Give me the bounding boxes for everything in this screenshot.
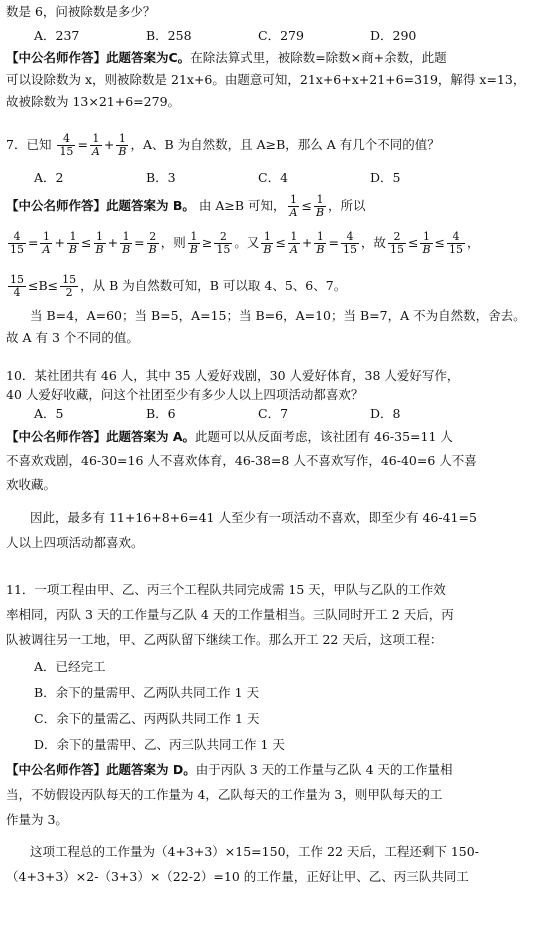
option-c: C．279 — [258, 28, 304, 43]
option-c: C．余下的量需乙、丙两队共同工作 1 天 — [34, 711, 260, 726]
question-10-stem: 10．某社团共有 46 人，其中 35 人爱好戏剧，30 人爱好体育，38 人爱好写作， — [6, 368, 460, 383]
answer-formula: $\frac{4}{15}$ = $\frac{1}{A}$ + $\frac{1}{B}$ ≤ $\frac{1}{B}$ + $\frac{1}{B}$ = $\frac{2}{B}$ ，则 $\frac{1}{B}$ ≥ $\frac{2}{15}$ 。又 $\frac{1}{B}$ ≤ $\frac{1}{A}$ + $\frac{1}{B}$ = $\frac{4}{15}$ ，故 $\frac{2}{15}$ ≤ $\frac{1}{B}$ ≤ $\frac{4}{15}$ ， — [10, 230, 480, 256]
option-b: B．余下的量需甲、乙两队共同工作 1 天 — [34, 685, 260, 700]
option-c: C．7 — [258, 406, 289, 421]
answer-line: 当 B=4，A=60；当 B=5，A=15；当 B=6，A=10；当 B=7，A 不为自然数，舍去。 — [30, 308, 526, 323]
answer-line — [6, 52, 544, 65]
question-stem: 数是 6，问被除数是多少？ — [6, 4, 156, 19]
stem-text: 7．已知 — [6, 137, 52, 152]
option-d: D．290 — [370, 28, 417, 43]
question-11-stem: 11．一项工程由甲、乙、丙三个工程队共同完成需 15 天，甲队与乙队的工作效 — [6, 582, 446, 597]
answer-line: 作量为 3。 — [6, 812, 68, 827]
option-d: D．余下的量需甲、乙、丙三队共同工作 1 天 — [34, 737, 285, 752]
options-row — [34, 30, 544, 43]
answer-line: 可以设除数为 x，则被除数是 21x+6。由题意可知，21x+6+x+21+6=319，解得 x=13， — [6, 72, 526, 87]
fraction: $\frac{1}{A}$ — [91, 132, 100, 158]
answer-line: （4+3+3）×2-（3+3）×（22-2）=10 的工作量，正好让甲、乙、丙三队共同工 — [6, 869, 469, 884]
answer-line: 【中公名师作答】此题答案为 D。由于丙队 3 天的工作量与乙队 4 天的工作量相 — [6, 762, 453, 777]
answer-tag: 【中公名师作答】此题答案为 D。 — [6, 762, 196, 777]
option-b: B．6 — [146, 406, 176, 421]
answer-formula: $\frac{15}{4}$ ≤B≤ $\frac{15}{2}$ ，从 B 为自然数可知，B 可以取 4、5、6、7。 — [10, 273, 347, 299]
answer-line: 不喜欢戏剧，46-30=16 人不喜欢体育，46-38=8 人不喜欢写作，46-40=6 人不喜 — [6, 453, 477, 468]
fraction: $\frac{4}{15}$ — [59, 132, 74, 158]
question-11-stem: 队被调往另一工地，甲、乙两队留下继续工作。那么开工 22 天后，这项工程： — [6, 632, 443, 647]
option-a: A．2 — [34, 170, 64, 185]
answer-line: 这项工程总的工作量为（4+3+3）×15=150，工作 22 天后，工程还剩下 150- — [30, 844, 479, 859]
answer-tag: 【中公名师作答】此题答案为 A。 — [6, 429, 196, 444]
options-row — [34, 408, 544, 421]
answer-line: 【中公名师作答】此题答案为 A。此题可以从反面考虑，该社团有 46-35=11 人 — [6, 429, 453, 444]
answer-line: 当，不妨假设丙队每天的工作量为 4，乙队每天的工作量为 3，则甲队每天的工 — [6, 787, 443, 802]
answer-line: 人以上四项活动都喜欢。 — [6, 535, 144, 550]
answer-text: 在除法算式里，被除数=除数×商+余数，此题 — [190, 50, 447, 65]
answer-tag: 【中公名师作答】此题答案为C。 — [6, 50, 191, 65]
answer-line: 【中公名师作答】此题答案为 B。 由 A≥B 可知， $\frac{1}{A}$ ≤ $\frac{1}{B}$ ，所以 — [6, 193, 366, 219]
question-7-stem: 7．已知 $\frac{4}{15}$ = $\frac{1}{A}$ + $\frac{1}{B}$ ，A、B 为自然数，且 A≥B，那么 A 有几个不同的值？ — [6, 132, 440, 158]
answer-line: 故被除数为 13×21+6=279。 — [6, 94, 181, 109]
stem-text: ，A、B 为自然数，且 A≥B，那么 A 有几个不同的值？ — [130, 137, 440, 152]
option-b: B．258 — [146, 28, 192, 43]
question-11-stem: 率相同，丙队 3 天的工作量与乙队 4 天的工作量相当。三队同时开工 2 天后，丙 — [6, 607, 454, 622]
option-a: A．已经完工 — [34, 659, 106, 674]
question-10-stem: 40 人爱好收藏，问这个社团至少有多少人以上四项活动都喜欢？ — [6, 387, 364, 402]
option-b: B．3 — [146, 170, 176, 185]
answer-line: 欢收藏。 — [6, 477, 57, 492]
option-a: A．237 — [34, 28, 80, 43]
answer-line: 故 A 有 3 个不同的值。 — [6, 330, 139, 345]
options-row — [34, 172, 544, 185]
answer-tag: 【中公名师作答】此题答案为 B。 — [6, 198, 195, 213]
option-d: D．8 — [370, 406, 401, 421]
option-c: C．4 — [258, 170, 289, 185]
option-d: D．5 — [370, 170, 401, 185]
option-a: A．5 — [34, 406, 64, 421]
fraction: $\frac{1}{B}$ — [118, 132, 127, 158]
answer-line: 因此，最多有 11+16+8+6=41 人至少有一项活动不喜欢，即至少有 46-41=5 — [30, 510, 477, 525]
